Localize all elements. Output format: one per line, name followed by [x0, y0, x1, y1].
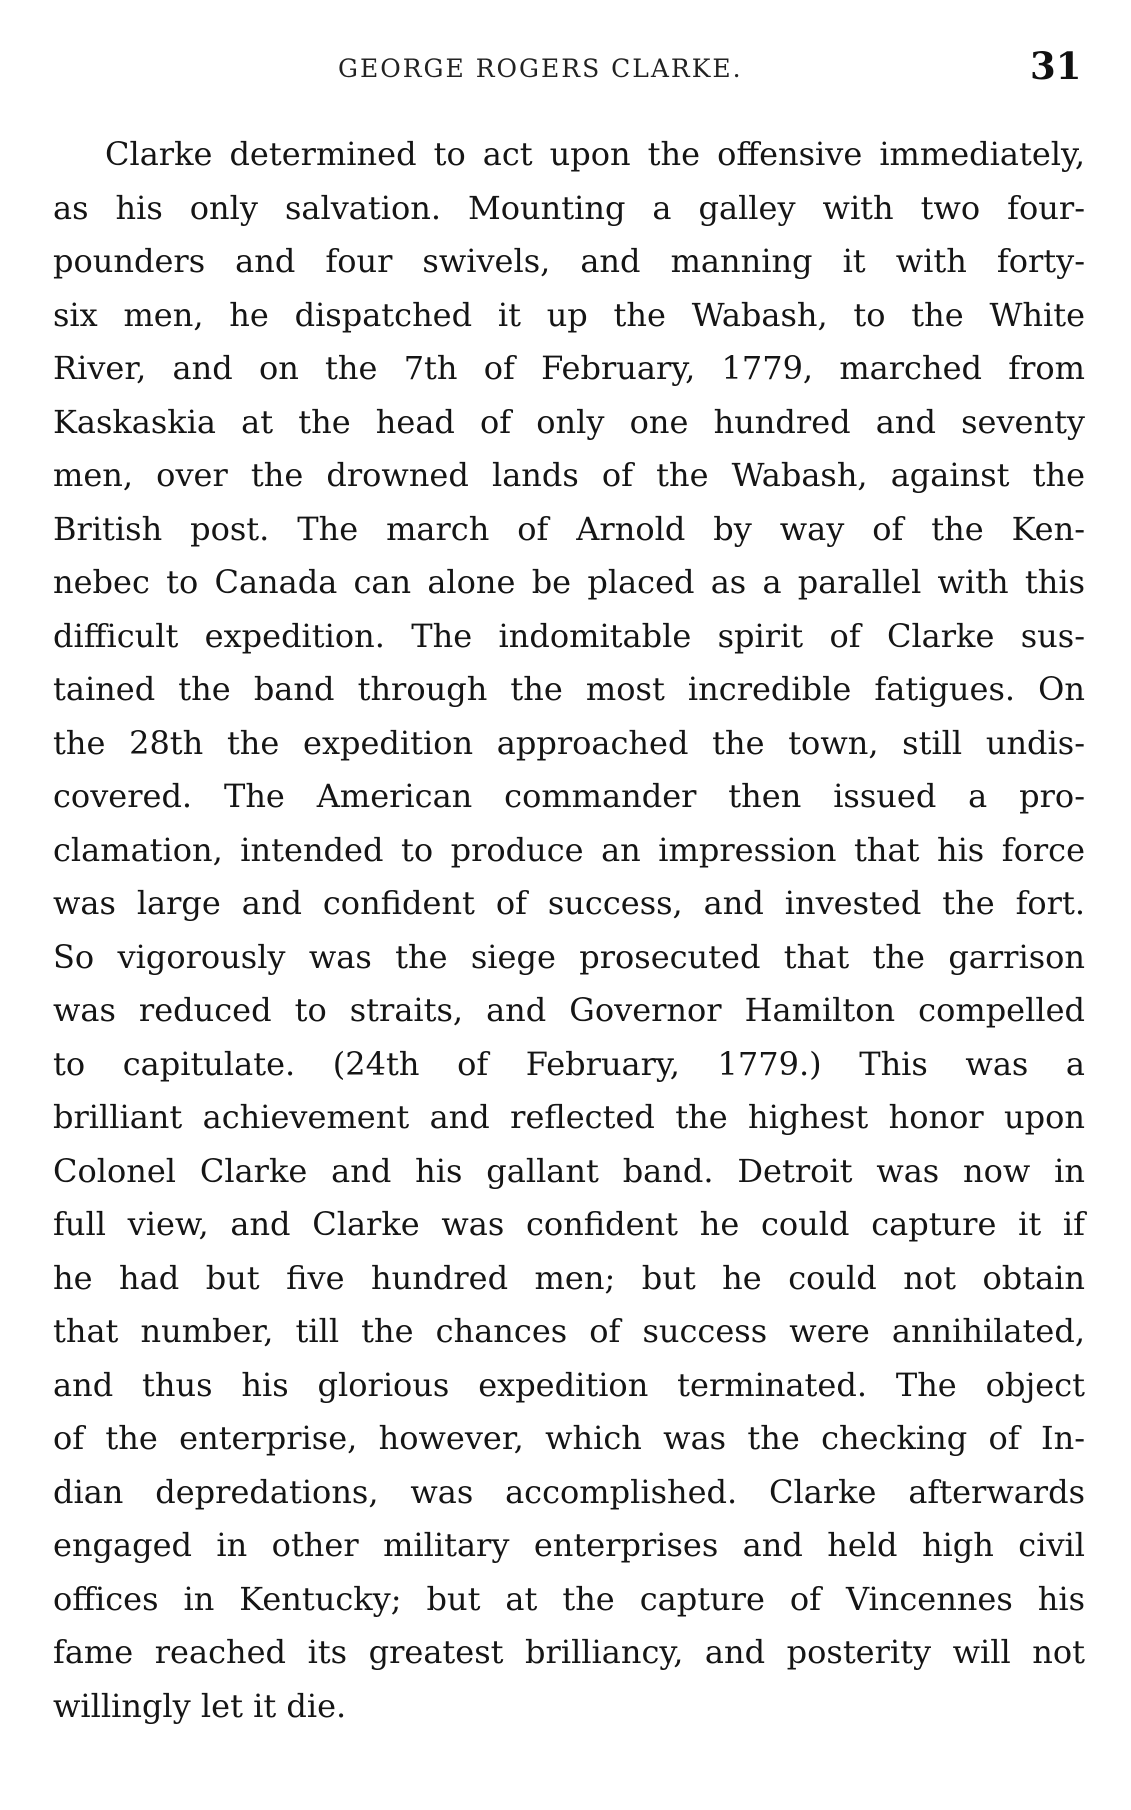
text-line: he had but five hundred men; but he could not obtain: [53, 1258, 1085, 1297]
text-line: engaged in other military enterprises and held high civil: [53, 1526, 1085, 1564]
text-line: So vigorously was the siege prosecuted that the garrison: [53, 937, 1085, 976]
text-line: six men, he dispatched it up the Wabash, to the White: [53, 295, 1085, 334]
text-line: offices in Kentucky; but at the capture of Vincennes his: [53, 1579, 1085, 1618]
text-line: full view, and Clarke was confident he could capture it if: [53, 1205, 1085, 1243]
text-line: that number, till the chances of success were annihilated,: [53, 1312, 1085, 1350]
text-line: of the enterprise, however, which was the checking of In-: [53, 1419, 1085, 1457]
text-line: clamation, intended to produce an impression that his force: [53, 830, 1085, 869]
running-head: GEORGE ROGERS CLARKE.: [338, 54, 743, 83]
text-line: willingly let it die.: [53, 1686, 347, 1725]
text-line: dian depredations, was accomplished. Clarke afterwards: [53, 1472, 1085, 1511]
text-line: fame reached its greatest brilliancy, and posterity will not: [53, 1633, 1085, 1671]
text-line: nebec to Canada can alone be placed as a parallel with this: [53, 563, 1085, 601]
text-line: to capitulate. (24th of February, 1779.) This was a: [53, 1044, 1085, 1083]
body-paragraph: [53, 128, 1085, 1733]
text-line: Clarke determined to act upon the offensive immediately,: [105, 135, 1085, 173]
text-line: as his only salvation. Mounting a galley with two four-: [53, 188, 1085, 227]
text-line: difficult expedition. The indomitable spirit of Clarke sus-: [53, 616, 1085, 655]
text-line: Colonel Clarke and his gallant band. Detroit was now in: [53, 1151, 1085, 1190]
text-line: River, and on the 7th of February, 1779, marched from: [53, 349, 1085, 387]
text-line: was large and confident of success, and invested the fort.: [53, 884, 1085, 922]
text-line: was reduced to straits, and Governor Hamilton compelled: [53, 991, 1085, 1029]
page-header: [0, 44, 1131, 110]
text-line: brilliant achievement and reflected the highest honor upon: [53, 1098, 1085, 1136]
text-line: the 28th the expedition approached the town, still undis-: [53, 723, 1085, 762]
text-line: men, over the drowned lands of the Wabash, against the: [53, 456, 1085, 494]
page-number: 31: [1030, 44, 1082, 88]
text-line: covered. The American commander then issued a pro-: [53, 777, 1085, 815]
text-line: British post. The march of Arnold by way of the Ken-: [53, 509, 1085, 548]
text-line: pounders and four swivels, and manning it with forty-: [53, 242, 1085, 280]
text-line: and thus his glorious expedition terminated. The object: [53, 1365, 1085, 1404]
text-line: Kaskaskia at the head of only one hundred and seventy: [53, 402, 1085, 441]
text-line: tained the band through the most incredible fatigues. On: [53, 670, 1085, 708]
